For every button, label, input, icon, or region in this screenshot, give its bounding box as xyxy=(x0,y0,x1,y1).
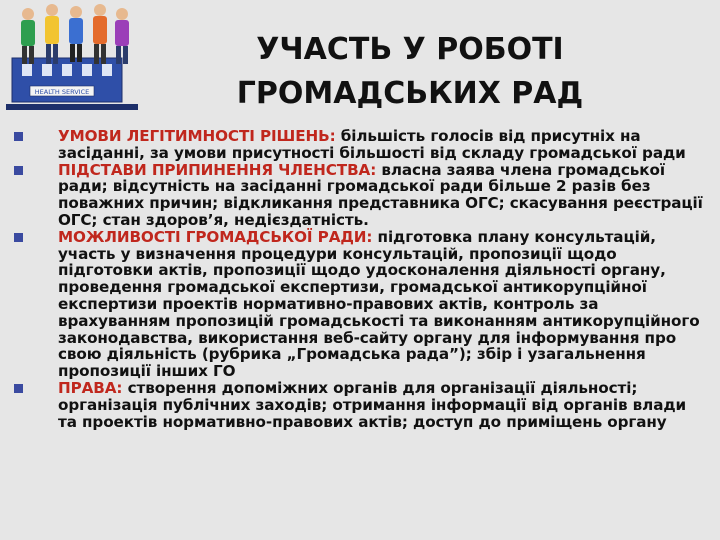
slide-title xyxy=(160,28,660,116)
bullet-text: підготовка плану консультацій, участь у визначення процедури консультацій, пропозиції щодо підготовки актів, пропозиції щодо удосконалення діяльності органу, проведення громадської експертизи, громадської антикорупційної експертизи проектів нормативно-правових актів, контроль за врахуванням пропозицій громадськості та виконанням антикорупційного законодавства, використання веб-сайту органу для інформування про свою діяльність (рубрика „Громадська рада”); збір і узагальнення пропозиції інших ГО xyxy=(58,227,700,381)
square-bullet-icon xyxy=(14,166,23,175)
slide-title-line-2: ГРОМАДСЬКИХ РАД xyxy=(236,76,584,111)
square-bullet-icon xyxy=(14,132,23,141)
bullet-keyword: ПРАВА: xyxy=(58,378,123,397)
people-crowd-building-icon xyxy=(4,0,140,118)
bullet-keyword: ПІДСТАВИ ПРИПИНЕННЯ ЧЛЕНСТВА: xyxy=(58,160,377,179)
bullet-text: більшість голосів від присутніх на засіданні, за умови присутності більшості від складу громадської ради xyxy=(58,127,686,162)
bullet-text: власна заява члена громадської ради; відсутність на засіданні громадської ради більше 2 разів без поважних причин; відкликання представника ОГС; скасування реєстрації ОГС; стан здоров’я, недієздатність. xyxy=(58,160,703,229)
bullet-item xyxy=(14,380,708,430)
clipart-people-illustration xyxy=(4,0,140,118)
bullet-item xyxy=(14,128,708,162)
bullet-text: створення допоміжних органів для організації діяльності; організація публічних заходів; отримання інформації від органів влади та проектів нормативно-правових актів; доступ до приміщень органу xyxy=(58,378,687,431)
slide-title-line-1: УЧАСТЬ У РОБОТІ xyxy=(256,32,564,67)
clipart-sign-text: HEALTH SERVICE xyxy=(34,88,90,96)
square-bullet-icon xyxy=(14,233,23,242)
bullet-item xyxy=(14,229,708,380)
bullet-keyword: УМОВИ ЛЕГІТИМНОСТІ РІШЕНЬ: xyxy=(58,127,336,145)
bullet-item xyxy=(14,162,708,229)
bullet-list xyxy=(14,128,708,430)
square-bullet-icon xyxy=(14,384,23,393)
bullet-keyword: МОЖЛИВОСТІ ГРОМАДСЬКОЇ РАДИ: xyxy=(58,227,373,246)
